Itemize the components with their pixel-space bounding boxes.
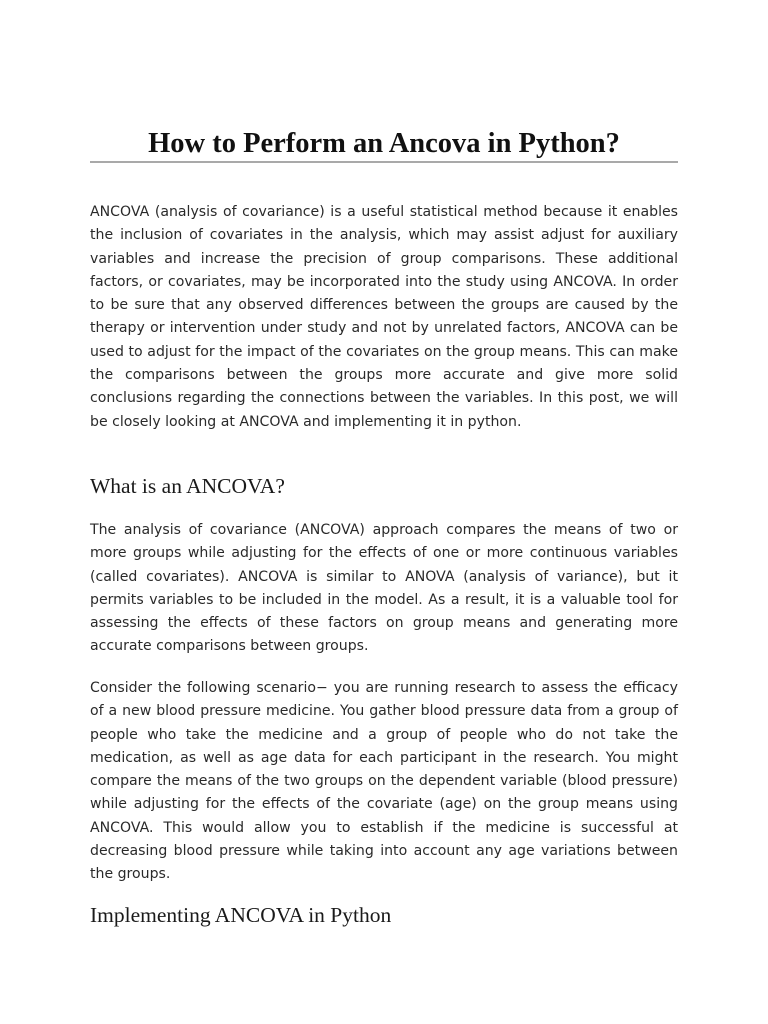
section-heading-implementing-ancova: Implementing ANCOVA in Python [90, 903, 392, 927]
intro-paragraph: ANCOVA (analysis of covariance) is a useful statistical method because it enables the inclusion of covariates in the analysis, which may assist adjust for auxiliary variables and increase the precision of group comparisons. These additional factors, or covariates, may be incorporated into the study using ANCOVA. In order to be sure that any observed differences between the groups are caused by the therapy or intervention under study and not by unrelated factors, ANCOVA can be used to adjust for the impact of the covariates on the group means. This can make the comparisons between the groups more accurate and give more solid conclusions regarding the connections between the variables. In this post, we will be closely looking at ANCOVA and implementing it in python. [90, 204, 678, 430]
section-heading-what-is-ancova: What is an ANCOVA? [90, 474, 285, 498]
title-divider [90, 161, 678, 163]
section-paragraph-scenario: Consider the following scenario− you are running research to assess the efficacy of a new blood pressure medicine. You gather blood pressure data from a group of people who take the medicine and a group of people who do not take the medication, as well as age data for each participant in the research. You might compare the means of the two groups on the dependent variable (blood pressure) while adjusting for the effects of the covariate (age) on the group means using ANCOVA. This would allow you to establish if the medicine is successful at decreasing blood pressure while taking into account any age variations between the groups. [90, 680, 678, 883]
section-paragraph-definition: The analysis of covariance (ANCOVA) approach compares the means of two or more groups while adjusting for the effects of one or more continuous variables (called covariates). ANCOVA is similar to ANOVA (analysis of variance), but it permits variables to be included in the model. As a result, it is a valuable tool for assessing the effects of these factors on group means and generating more accurate comparisons between groups. [90, 522, 678, 655]
page-title: How to Perform an Ancova in Python? [148, 128, 620, 159]
